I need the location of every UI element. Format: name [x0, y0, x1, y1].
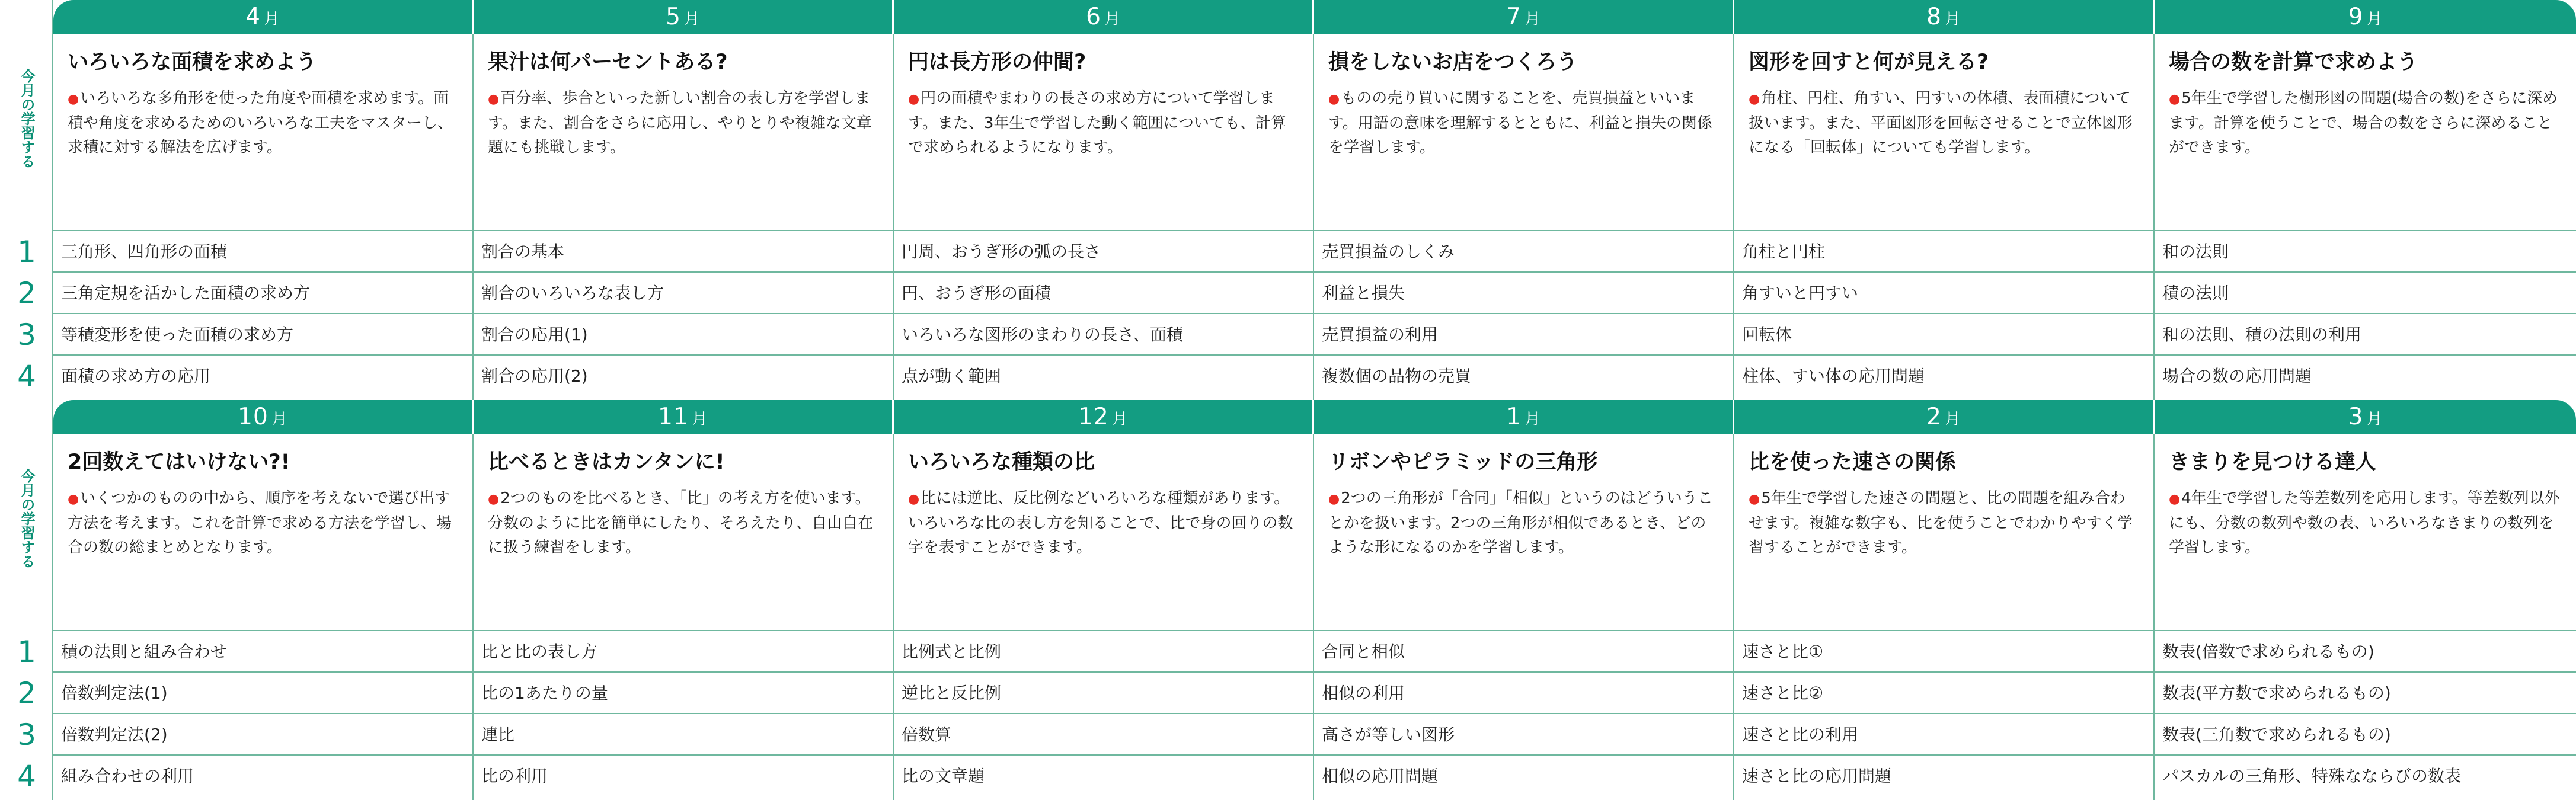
month-title: きまりを見つける達人 — [2169, 450, 2377, 474]
week-topic: 比の1あたりの量 — [481, 683, 608, 703]
row-label-column — [0, 0, 53, 400]
week-row-3 — [894, 714, 1313, 756]
week-row-3 — [474, 714, 893, 756]
red-bullet-icon: ● — [1328, 492, 1340, 507]
week-topic: 角すいと円すい — [1742, 283, 1859, 303]
month-title: 図形を回すと何が見える? — [1749, 50, 1989, 74]
month-column-october — [53, 434, 474, 800]
month-title: 果汁は何パーセントある? — [488, 50, 728, 74]
week-number-3: 3 — [17, 718, 36, 752]
week-topic: 回転体 — [1742, 325, 1792, 344]
week-row-4 — [474, 356, 893, 397]
month-header-march — [2155, 400, 2576, 434]
week-topic: 比と比の表し方 — [481, 642, 598, 661]
week-number-2: 2 — [17, 676, 36, 711]
week-number-2: 2 — [17, 276, 36, 311]
week-row-4 — [474, 756, 893, 797]
week-row-2 — [1314, 673, 1733, 714]
month-content — [894, 34, 1313, 231]
week-row-3 — [1314, 314, 1733, 356]
row-label-column — [0, 400, 53, 800]
week-row-1 — [1314, 231, 1733, 273]
month-number: 12 — [1078, 404, 1109, 430]
month-content — [53, 34, 472, 231]
red-bullet-icon: ● — [68, 92, 79, 107]
week-row-2 — [1314, 273, 1733, 314]
week-row-4 — [894, 756, 1313, 797]
month-number: 7 — [1506, 4, 1522, 30]
month-suffix: 月 — [683, 10, 700, 28]
month-header-september — [2155, 0, 2576, 34]
week-row-2 — [1734, 673, 2153, 714]
week-number-4: 4 — [17, 759, 36, 793]
week-row-1 — [53, 631, 472, 673]
month-number: 3 — [2348, 404, 2364, 430]
month-column-january — [1314, 434, 1734, 800]
description-text: 2つのものを比べるとき、「比」の考え方を使います。分数のように比を簡単にしたり、そろえたり、自由自在に扱う練習をします。 — [488, 489, 874, 556]
month-description — [68, 487, 459, 581]
month-header-july — [1314, 0, 1734, 34]
month-content — [2155, 34, 2576, 231]
week-topic: 割合の応用(2) — [481, 366, 588, 386]
week-topic: 和の法則、積の法則の利用 — [2162, 325, 2362, 344]
month-column-december — [894, 434, 1314, 800]
month-description — [2169, 487, 2563, 581]
study-content-label: 今月の学習する — [18, 69, 35, 168]
week-topic: 比の利用 — [481, 766, 548, 786]
week-number-1: 1 — [17, 235, 36, 269]
month-column-july — [1314, 34, 1734, 400]
month-title: リボンやピラミッドの三角形 — [1328, 450, 1598, 474]
month-suffix: 月 — [271, 410, 287, 428]
week-row-2 — [53, 673, 472, 714]
month-suffix: 月 — [263, 10, 280, 28]
month-description — [1328, 487, 1720, 581]
week-row-4 — [1314, 356, 1733, 397]
week-topic: パスカルの三角形、特殊なならびの数表 — [2162, 766, 2462, 786]
red-bullet-icon: ● — [488, 92, 500, 107]
week-row-1 — [1734, 231, 2153, 273]
week-topic: 速さと比の利用 — [1742, 725, 1859, 744]
red-bullet-icon: ● — [908, 92, 920, 107]
month-header-november — [474, 400, 894, 434]
month-title: いろいろな面積を求めよう — [68, 50, 317, 74]
week-topic: 相似の応用問題 — [1322, 766, 1439, 786]
week-row-4 — [894, 356, 1313, 397]
week-row-3 — [2155, 314, 2576, 356]
description-text: 2つの三角形が「合同」「相似」というのはどういうことかを扱います。2つの三角形が相似であるとき、どのような形になるのかを学習します。 — [1328, 489, 1713, 556]
week-number-1: 1 — [17, 635, 36, 669]
description-text: 5年生で学習した速さの問題と、比の問題を組み合わせます。複雑な数字も、比を使うことでわかりやすく学習することができます。 — [1749, 489, 2133, 556]
week-topic: 面積の求め方の応用 — [61, 366, 211, 386]
month-number: 2 — [1926, 404, 1942, 430]
month-header-april — [53, 0, 474, 34]
week-row-4 — [53, 356, 472, 397]
month-suffix: 月 — [1524, 410, 1541, 428]
week-topic: 合同と相似 — [1322, 642, 1405, 661]
month-suffix: 月 — [1111, 410, 1128, 428]
month-suffix: 月 — [691, 410, 708, 428]
study-content-label: 今月の学習する — [18, 469, 35, 568]
month-title: 比べるときはカンタンに! — [488, 450, 725, 474]
description-text: いろいろな多角形を使った角度や面積を求めます。面積や角度を求めるためのいろいろな工夫をマスターし、求積に対する解法を広げます。 — [68, 89, 453, 156]
month-suffix: 月 — [2366, 10, 2383, 28]
week-topic: 組み合わせの利用 — [61, 766, 194, 786]
month-title: 比を使った速さの関係 — [1749, 450, 1957, 474]
month-header-october — [53, 400, 474, 434]
month-description — [1749, 487, 2140, 581]
month-column-april — [53, 34, 474, 400]
red-bullet-icon: ● — [68, 492, 79, 507]
description-text: 4年生で学習した等差数列を応用します。等差数列以外にも、分数の数列や数の表、いろいろなきまりの数列を学習します。 — [2169, 489, 2560, 556]
description-text: 円の面積やまわりの長さの求め方について学習します。また、3年生で学習した動く範囲についても、計算で求められるようになります。 — [908, 89, 1286, 156]
week-row-4 — [1314, 756, 1733, 797]
week-row-2 — [474, 673, 893, 714]
month-suffix: 月 — [1104, 10, 1120, 28]
month-header-december — [894, 400, 1314, 434]
week-topic: 三角定規を活かした面積の求め方 — [61, 283, 311, 303]
month-header-january — [1314, 400, 1734, 434]
month-column-june — [894, 34, 1314, 400]
week-row-4 — [2155, 756, 2576, 797]
week-row-2 — [2155, 673, 2576, 714]
week-row-2 — [2155, 273, 2576, 314]
week-topic: 売買損益のしくみ — [1322, 242, 1455, 261]
red-bullet-icon: ● — [1328, 92, 1340, 107]
week-row-3 — [1734, 714, 2153, 756]
month-description — [1328, 87, 1720, 181]
week-topic: 比例式と比例 — [902, 642, 1002, 661]
month-number: 4 — [245, 4, 261, 30]
description-text: 百分率、歩合といった新しい割合の表し方を学習します。また、割合をさらに応用し、やりとりや複雑な文章題にも挑戦します。 — [488, 89, 872, 156]
description-text: 角柱、円柱、角すい、円すいの体積、表面積について扱います。また、平面図形を回転させることで立体図形になる「回転体」についても学習します。 — [1749, 89, 2133, 156]
month-title: 場合の数を計算で求めよう — [2169, 50, 2418, 74]
month-description — [488, 87, 880, 181]
week-topic: 速さと比① — [1742, 642, 1824, 661]
month-description — [1749, 87, 2140, 181]
week-topic: 速さと比② — [1742, 683, 1824, 703]
week-row-2 — [53, 273, 472, 314]
week-row-3 — [1314, 714, 1733, 756]
week-topic: 等積変形を使った面積の求め方 — [61, 325, 294, 344]
month-column-may — [474, 34, 894, 400]
month-description — [908, 487, 1300, 581]
month-header-june — [894, 0, 1314, 34]
red-bullet-icon: ● — [1749, 92, 1760, 107]
week-row-1 — [894, 231, 1313, 273]
week-row-1 — [894, 631, 1313, 673]
month-content — [1314, 34, 1733, 231]
red-bullet-icon: ● — [2169, 92, 2181, 107]
week-number-4: 4 — [17, 359, 36, 393]
month-description — [488, 487, 880, 581]
week-row-4 — [1734, 756, 2153, 797]
week-row-3 — [2155, 714, 2576, 756]
month-number: 10 — [238, 404, 269, 430]
month-number: 9 — [2348, 4, 2364, 30]
week-row-1 — [2155, 231, 2576, 273]
description-text: 比には逆比、反比例などいろいろな種類があります。いろいろな比の表し方を知ることで、比で身の回りの数字を表すことができます。 — [908, 489, 1293, 556]
red-bullet-icon: ● — [2169, 492, 2181, 507]
week-topic: 売買損益の利用 — [1322, 325, 1439, 344]
week-row-4 — [53, 756, 472, 797]
month-column-november — [474, 434, 894, 800]
week-row-2 — [894, 673, 1313, 714]
week-topic: 円、おうぎ形の面積 — [902, 283, 1052, 303]
week-topic: 速さと比の応用問題 — [1742, 766, 1892, 786]
month-number: 6 — [1086, 4, 1101, 30]
week-topic: 逆比と反比例 — [902, 683, 1002, 703]
week-row-3 — [53, 314, 472, 356]
red-bullet-icon: ● — [908, 492, 920, 507]
week-row-1 — [474, 631, 893, 673]
week-row-1 — [474, 231, 893, 273]
week-row-1 — [1314, 631, 1733, 673]
week-topic: 倍数判定法(1) — [61, 683, 168, 703]
month-suffix: 月 — [1944, 10, 1961, 28]
week-row-3 — [53, 714, 472, 756]
week-topic: 数表(平方数で求められるもの) — [2162, 683, 2391, 703]
week-row-1 — [2155, 631, 2576, 673]
week-topic: 複数個の品物の売買 — [1322, 366, 1472, 386]
month-header-band — [53, 0, 2576, 34]
month-title: いろいろな種類の比 — [908, 450, 1095, 474]
description-text: いくつかのものの中から、順序を考えないで選び出す方法を考えます。これを計算で求める方法を学習し、場合の数の総まとめとなります。 — [68, 489, 452, 556]
week-topic: 連比 — [481, 725, 515, 744]
week-topic: 円周、おうぎ形の弧の長さ — [902, 242, 1101, 261]
month-header-may — [474, 0, 894, 34]
red-bullet-icon: ● — [488, 492, 500, 507]
month-number: 8 — [1926, 4, 1942, 30]
week-topic: 相似の利用 — [1322, 683, 1405, 703]
week-row-1 — [1734, 631, 2153, 673]
week-topic: 倍数判定法(2) — [61, 725, 168, 744]
month-title: 損をしないお店をつくろう — [1328, 50, 1578, 74]
month-content — [1734, 434, 2153, 631]
week-row-3 — [894, 314, 1313, 356]
month-number: 5 — [666, 4, 681, 30]
month-header-band — [53, 400, 2576, 434]
month-content — [2155, 434, 2576, 631]
month-title: 円は長方形の仲間? — [908, 50, 1086, 74]
month-suffix: 月 — [1524, 10, 1541, 28]
week-row-2 — [474, 273, 893, 314]
week-topic: 割合のいろいろな表し方 — [481, 283, 664, 303]
month-description — [68, 87, 459, 181]
week-row-3 — [1734, 314, 2153, 356]
month-column-september — [2155, 34, 2576, 400]
week-topic: 三角形、四角形の面積 — [61, 242, 228, 261]
week-row-2 — [1734, 273, 2153, 314]
week-topic: 比の文章題 — [902, 766, 985, 786]
month-column-august — [1734, 34, 2155, 400]
week-topic: 割合の基本 — [481, 242, 565, 261]
week-topic: 倍数算 — [902, 725, 952, 744]
week-topic: 割合の応用(1) — [481, 325, 588, 344]
week-number-3: 3 — [17, 318, 36, 352]
second-half-curriculum — [0, 400, 2576, 800]
month-suffix: 月 — [1944, 410, 1961, 428]
month-description — [2169, 87, 2563, 181]
month-content — [1314, 434, 1733, 631]
month-description — [908, 87, 1300, 181]
week-topic: いろいろな図形のまわりの長さ、面積 — [902, 325, 1183, 344]
month-header-august — [1734, 0, 2155, 34]
week-topic: 積の法則 — [2162, 283, 2229, 303]
month-content — [1734, 34, 2153, 231]
week-topic: 柱体、すい体の応用問題 — [1742, 366, 1925, 386]
week-topic: 点が動く範囲 — [902, 366, 1002, 386]
week-topic: 角柱と円柱 — [1742, 242, 1826, 261]
month-column-february — [1734, 434, 2155, 800]
month-title: 2回数えてはいけない?! — [68, 450, 290, 474]
week-topic: 積の法則と組み合わせ — [61, 642, 228, 661]
month-content — [474, 34, 893, 231]
month-content — [474, 434, 893, 631]
week-topic: 数表(倍数で求められるもの) — [2162, 642, 2374, 661]
month-content — [894, 434, 1313, 631]
month-content — [53, 434, 472, 631]
week-topic: 和の法則 — [2162, 242, 2229, 261]
description-text: ものの売り買いに関することを、売買損益といいます。用語の意味を理解するとともに、利益と損失の関係を学習します。 — [1328, 89, 1712, 156]
week-row-4 — [2155, 356, 2576, 397]
month-header-february — [1734, 400, 2155, 434]
week-row-1 — [53, 231, 472, 273]
week-topic: 高さが等しい図形 — [1322, 725, 1455, 744]
month-column-march — [2155, 434, 2576, 800]
week-topic: 数表(三角数で求められるもの) — [2162, 725, 2391, 744]
month-suffix: 月 — [2366, 410, 2383, 428]
red-bullet-icon: ● — [1749, 492, 1760, 507]
week-row-4 — [1734, 356, 2153, 397]
month-number: 1 — [1506, 404, 1522, 430]
description-text: 5年生で学習した樹形図の問題(場合の数)をさらに深めます。計算を使うことで、場合の数をさらに深めることができます。 — [2169, 89, 2558, 156]
week-topic: 利益と損失 — [1322, 283, 1405, 303]
week-topic: 場合の数の応用問題 — [2162, 366, 2312, 386]
month-number: 11 — [658, 404, 689, 430]
week-row-2 — [894, 273, 1313, 314]
week-row-3 — [474, 314, 893, 356]
